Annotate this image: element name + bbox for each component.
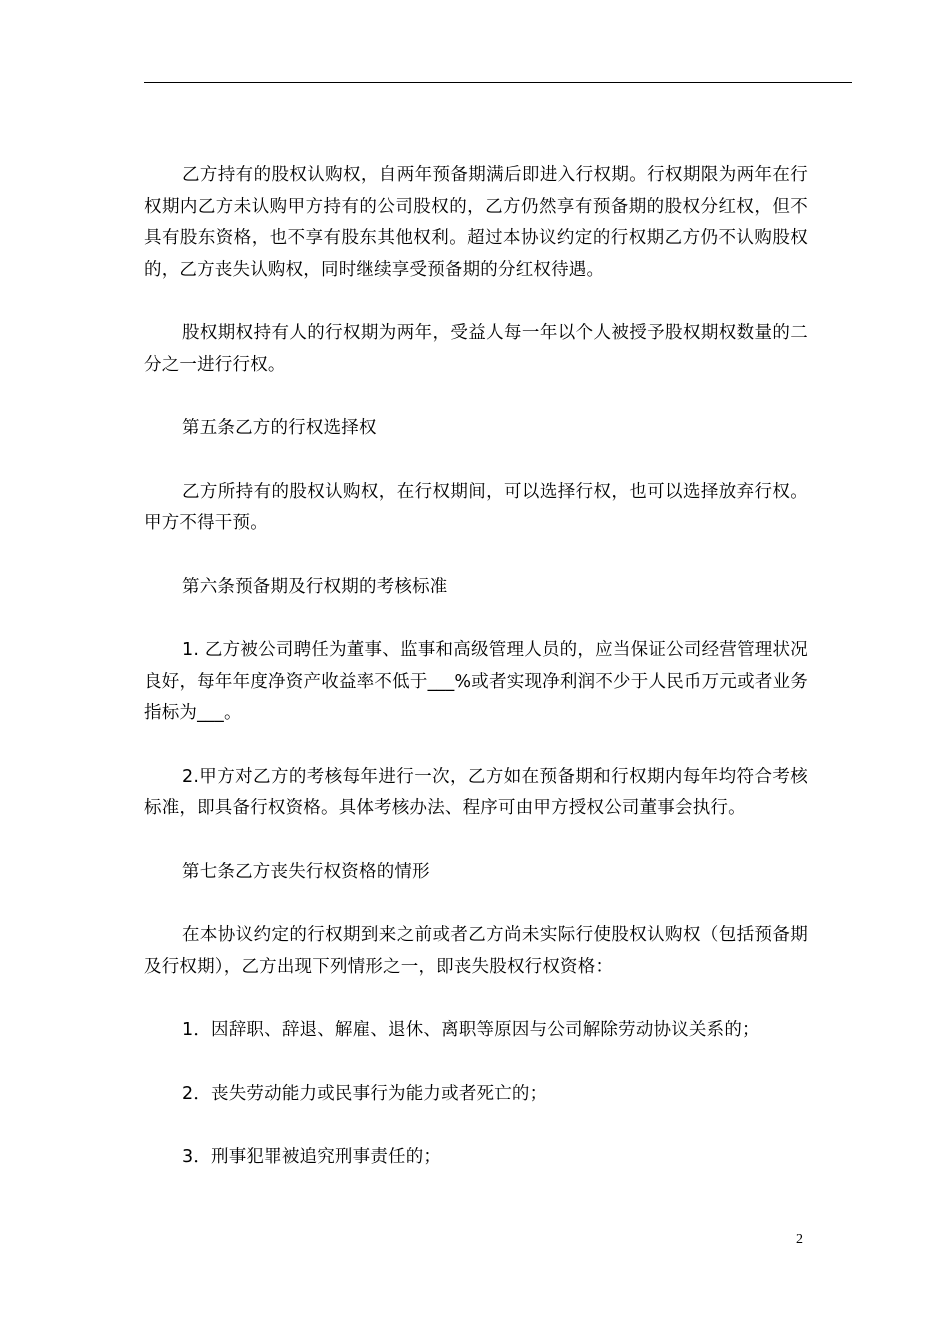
list-item-condition-2: 2．丧失劳动能力或民事行为能力或者死亡的； <box>182 1083 548 1104</box>
article-7-heading: 第七条乙方丧失行权资格的情形 <box>182 861 430 882</box>
document-body <box>144 160 808 1174</box>
paragraph-exercise-period: 乙方持有的股权认购权，自两年预备期满后即进入行权期。行权期限为两年在行权期内乙方未认购甲方持有的公司股权的，乙方仍然享有预备期的股权分红权，但不具有股东资格，也不享有股东其他权利。超过本协议约定的行权期乙方仍不认购股权的，乙方丧失认购权，同时继续享受预备期的分红权待遇。 <box>144 165 808 280</box>
header-rule <box>144 82 852 83</box>
page-number: 2 <box>796 1232 803 1247</box>
list-item-condition-1: 1．因辞职、辞退、解雇、退休、离职等原因与公司解除劳动协议关系的； <box>182 1020 760 1040</box>
paragraph-loss-conditions: 在本协议约定的行权期到来之前或者乙方尚未实际行使股权认购权（包括预备期及行权期），乙方出现下列情形之一，即丧失股权行权资格： <box>144 925 808 977</box>
paragraph-exercise-choice: 乙方所持有的股权认购权，在行权期间，可以选择行权，也可以选择放弃行权。甲方不得干预。 <box>144 481 808 533</box>
article-5-heading: 第五条乙方的行权选择权 <box>182 418 377 438</box>
paragraph-assessment-1: 1. 乙方被公司聘任为董事、监事和高级管理人员的，应当保证公司经营管理状况良好，每年年度净资产收益率不低于___%或者实现净利润不少于人民币万元或者业务指标为___。 <box>144 640 808 723</box>
paragraph-exercise-ratio: 股权期权持有人的行权期为两年，受益人每一年以个人被授予股权期权数量的二分之一进行行权。 <box>144 323 808 375</box>
paragraph-assessment-2: 2.甲方对乙方的考核每年进行一次，乙方如在预备期和行权期内每年均符合考核标准，即具备行权资格。具体考核办法、程序可由甲方授权公司董事会执行。 <box>144 766 808 818</box>
article-6-heading: 第六条预备期及行权期的考核标准 <box>182 576 448 597</box>
list-item-condition-3: 3．刑事犯罪被追究刑事责任的； <box>182 1147 442 1167</box>
